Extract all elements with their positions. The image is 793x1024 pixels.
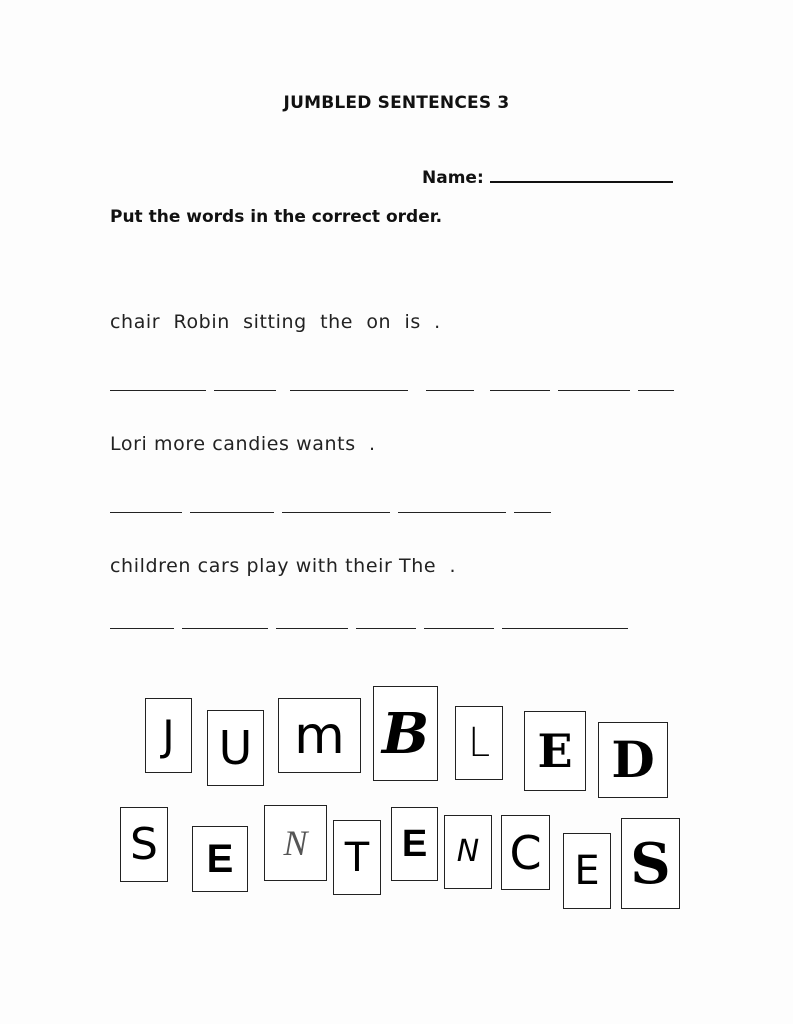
jumbled-sentence-2: Lori more candies wants . — [110, 433, 376, 455]
banner-letter-tile: S — [621, 818, 680, 909]
answer-blank[interactable] — [514, 512, 551, 513]
answer-blank[interactable] — [276, 628, 348, 629]
name-blank-line[interactable] — [490, 163, 673, 183]
answer-blank[interactable] — [356, 628, 416, 629]
answer-blank[interactable] — [290, 390, 408, 391]
banner-letter-tile: T — [333, 820, 381, 895]
jumbled-sentence-3: children cars play with their The . — [110, 555, 457, 577]
answer-blank[interactable] — [110, 628, 174, 629]
answer-blank[interactable] — [110, 390, 206, 391]
answer-blank[interactable] — [190, 512, 274, 513]
banner-letter-tile: B — [373, 686, 438, 781]
answer-blank[interactable] — [214, 390, 276, 391]
banner-letter-tile: E — [192, 826, 248, 892]
answer-blank[interactable] — [398, 512, 506, 513]
banner-letter-tile: N — [444, 815, 492, 889]
banner-letter-tile: E — [563, 833, 611, 909]
banner-letter-tile: L — [455, 706, 503, 780]
banner-letter-tile: E — [524, 711, 586, 791]
answer-blank[interactable] — [558, 390, 630, 391]
answer-blank[interactable] — [182, 628, 268, 629]
name-field — [422, 163, 673, 188]
answer-blank[interactable] — [110, 512, 182, 513]
banner-letter-tile: E — [391, 807, 438, 881]
answer-blank[interactable] — [282, 512, 390, 513]
answer-lines-1[interactable] — [110, 390, 680, 394]
banner-letter-tile: S — [120, 807, 168, 882]
answer-blank[interactable] — [426, 390, 474, 391]
answer-lines-3[interactable] — [110, 628, 630, 632]
answer-blank[interactable] — [490, 390, 550, 391]
banner-letter-tile: J — [145, 698, 192, 773]
worksheet-title: JUMBLED SENTENCES 3 — [283, 93, 510, 113]
answer-lines-2[interactable] — [110, 512, 555, 516]
answer-blank[interactable] — [502, 628, 628, 629]
banner-letter-tile: C — [501, 815, 550, 890]
banner-letter-tile: m — [278, 698, 361, 773]
instructions: Put the words in the correct order. — [110, 207, 443, 227]
banner-letter-tile: D — [598, 722, 668, 798]
jumbled-sentence-1: chair Robin sitting the on is . — [110, 311, 441, 333]
name-label: Name: — [422, 168, 484, 188]
answer-blank[interactable] — [424, 628, 494, 629]
banner-letter-tile: U — [207, 710, 264, 786]
banner-letter-tile: N — [264, 805, 327, 881]
answer-blank[interactable] — [638, 390, 674, 391]
